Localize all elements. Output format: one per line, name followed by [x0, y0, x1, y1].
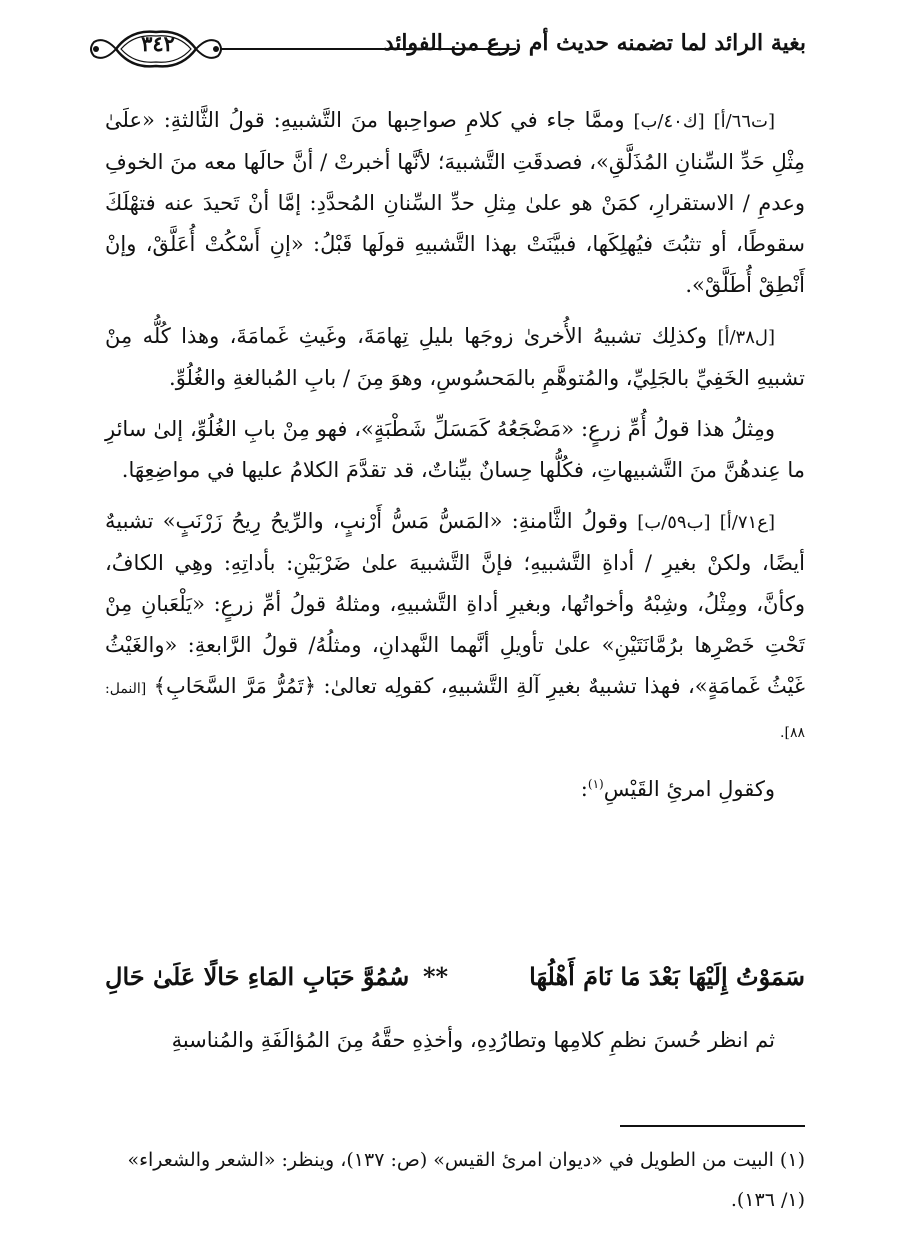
footnote-marker[interactable]: (١)	[587, 777, 604, 791]
margin-note: [ك٤٠/ب]	[633, 111, 705, 132]
verse-first-hemistich: سَمَوْتُ إِلَيْهَا بَعْدَ مَا نَامَ أَهْلُهَا	[529, 962, 805, 991]
paragraph-5	[105, 764, 805, 810]
paragraph-3	[105, 409, 805, 491]
margin-note: [ت٦٦/أ]	[713, 111, 775, 132]
page-number: ٣٤٢	[141, 31, 175, 56]
paragraph-text: وكذلِك تشبيهُ الأُخرىٰ زوجَها بليلِ تِهامَةَ، وغَيثِ غَمامَةَ، وهذا كُلُّه مِنْ تشبيهِ الخَفِيِّ بالجَلِيِّ، والمُتوهَّمِ بالمَحسُوسِ، وهوَ مِنَ / بابِ المُبالغةِ والغُلُوِّ.	[105, 324, 805, 390]
footnote-1: (١) البيت من الطويل في «ديوان امرئ القيس» (ص: ١٣٧)، وينظر: «الشعر والشعراء» (١/ ١٣٦).	[127, 1149, 805, 1211]
paragraph-text: وقولُ الثَّامنةِ: «المَسُّ مَسُّ أَرْنبٍ، والرِّيحُ رِيحُ زَرْنَبٍ» تشبيهٌ أيضًا، ولكنْ بغيرِ / أداةِ التَّشبيهِ؛ فإنَّ التَّشبيهَ علىٰ ضَرْبَيْنِ: بأداتِهِ: وهِي الكافُ، وكأنَّ، ومِثْلُ، وشِبْهُ وأخواتُها، وبغيرِ أداةِ التَّشبيهِ، ومثلهُ قولُ أمِّ زرعٍ: «يَلْعَبانِ مِنْ تَحْتِ خَصْرِها برُمَّانَتَيْنِ» علىٰ تأويلِ أنَّهما النَّهدانِ، ومثلُهُ/ قولُ الرَّابعةِ: «والغَيْثُ غَيْثُ غَمامَةٍ»، فهذا تشبيهٌ بغيرِ آلةِ التَّشبيهِ، كقولِه تعالىٰ: ﴿تَمُرُّ مَرَّ السَّحَابِ﴾	[105, 509, 805, 698]
running-title: بغية الرائد لما تضمنه حديث أم زرع من الفوائد	[383, 30, 806, 56]
paragraph-4	[105, 501, 805, 754]
page-header	[86, 24, 806, 74]
continuation-text: ثم انظر حُسنَ نظمِ كلامِها وتطارُدِهِ، وأخذِهِ حقَّهُ مِنَ المُؤالَفَةِ والمُناسبةِ	[171, 1028, 775, 1052]
paragraph-1	[105, 100, 805, 306]
paragraph-suffix: :	[580, 777, 588, 801]
margin-note: [ع٧١/أ]	[719, 512, 775, 533]
poetry-verse	[105, 962, 805, 1006]
paragraph-text: وممَّا جاء في كلامِ صواحِبها منَ التَّشبيهِ: قولُ الثَّالثةِ: «علَىٰ مِثْلِ حَدِّ السِّنانِ المُذَلَّقِ»، فصدقَتِ التَّشبيهَ؛ لأنَّها أخبرتْ / أنَّ حالَها معه منَ الخوفِ وعدمِ / الاستقرارِ، كمَنْ هو علىٰ مِثلِ حدِّ السِّنانِ المُحدَّدِ: إمَّا أنْ تَحيدَ عنه فتهْلَكَ سقوطًا، أو تثبُتَ فيُهلِكَها، فبيَّنَتْ بهذا التَّشبيهِ قولَها قَبْلُ: «إنِ أَسْكُتْ أُعَلَّقْ، وإنْ أَنْطِقْ أُطَلَّقْ».	[105, 108, 805, 297]
paragraph-text: ومِثلُ هذا قولُ أُمِّ زرعٍ: «مَضْجَعُهُ كَمَسَلِّ شَطْبَةٍ»، فهو مِنْ بابِ الغُلُوِّ، إلىٰ سائرِ ما عِندهُنَّ منَ التَّشبيهاتِ، فكُلُّها حِسانٌ بيِّناتٌ، قد تقدَّمَ الكلامُ عليها في مواضِعِهَا.	[105, 417, 805, 482]
paragraph-2	[105, 316, 805, 399]
main-text	[105, 100, 805, 820]
margin-note: [ب٥٩/ب]	[637, 512, 711, 533]
verse-separator: **	[423, 962, 449, 991]
footnote-separator	[620, 1125, 805, 1127]
margin-note: [ل٣٨/أ]	[717, 327, 775, 348]
paragraph-text: وكقولِ امرئِ القَيْسِ	[603, 777, 775, 801]
quran-reference: [النمل: ٨٨].	[105, 681, 805, 741]
verse-second-hemistich: سُمُوَّ حَبَابِ المَاءِ حَالًا عَلَىٰ حَالِ	[105, 962, 410, 991]
